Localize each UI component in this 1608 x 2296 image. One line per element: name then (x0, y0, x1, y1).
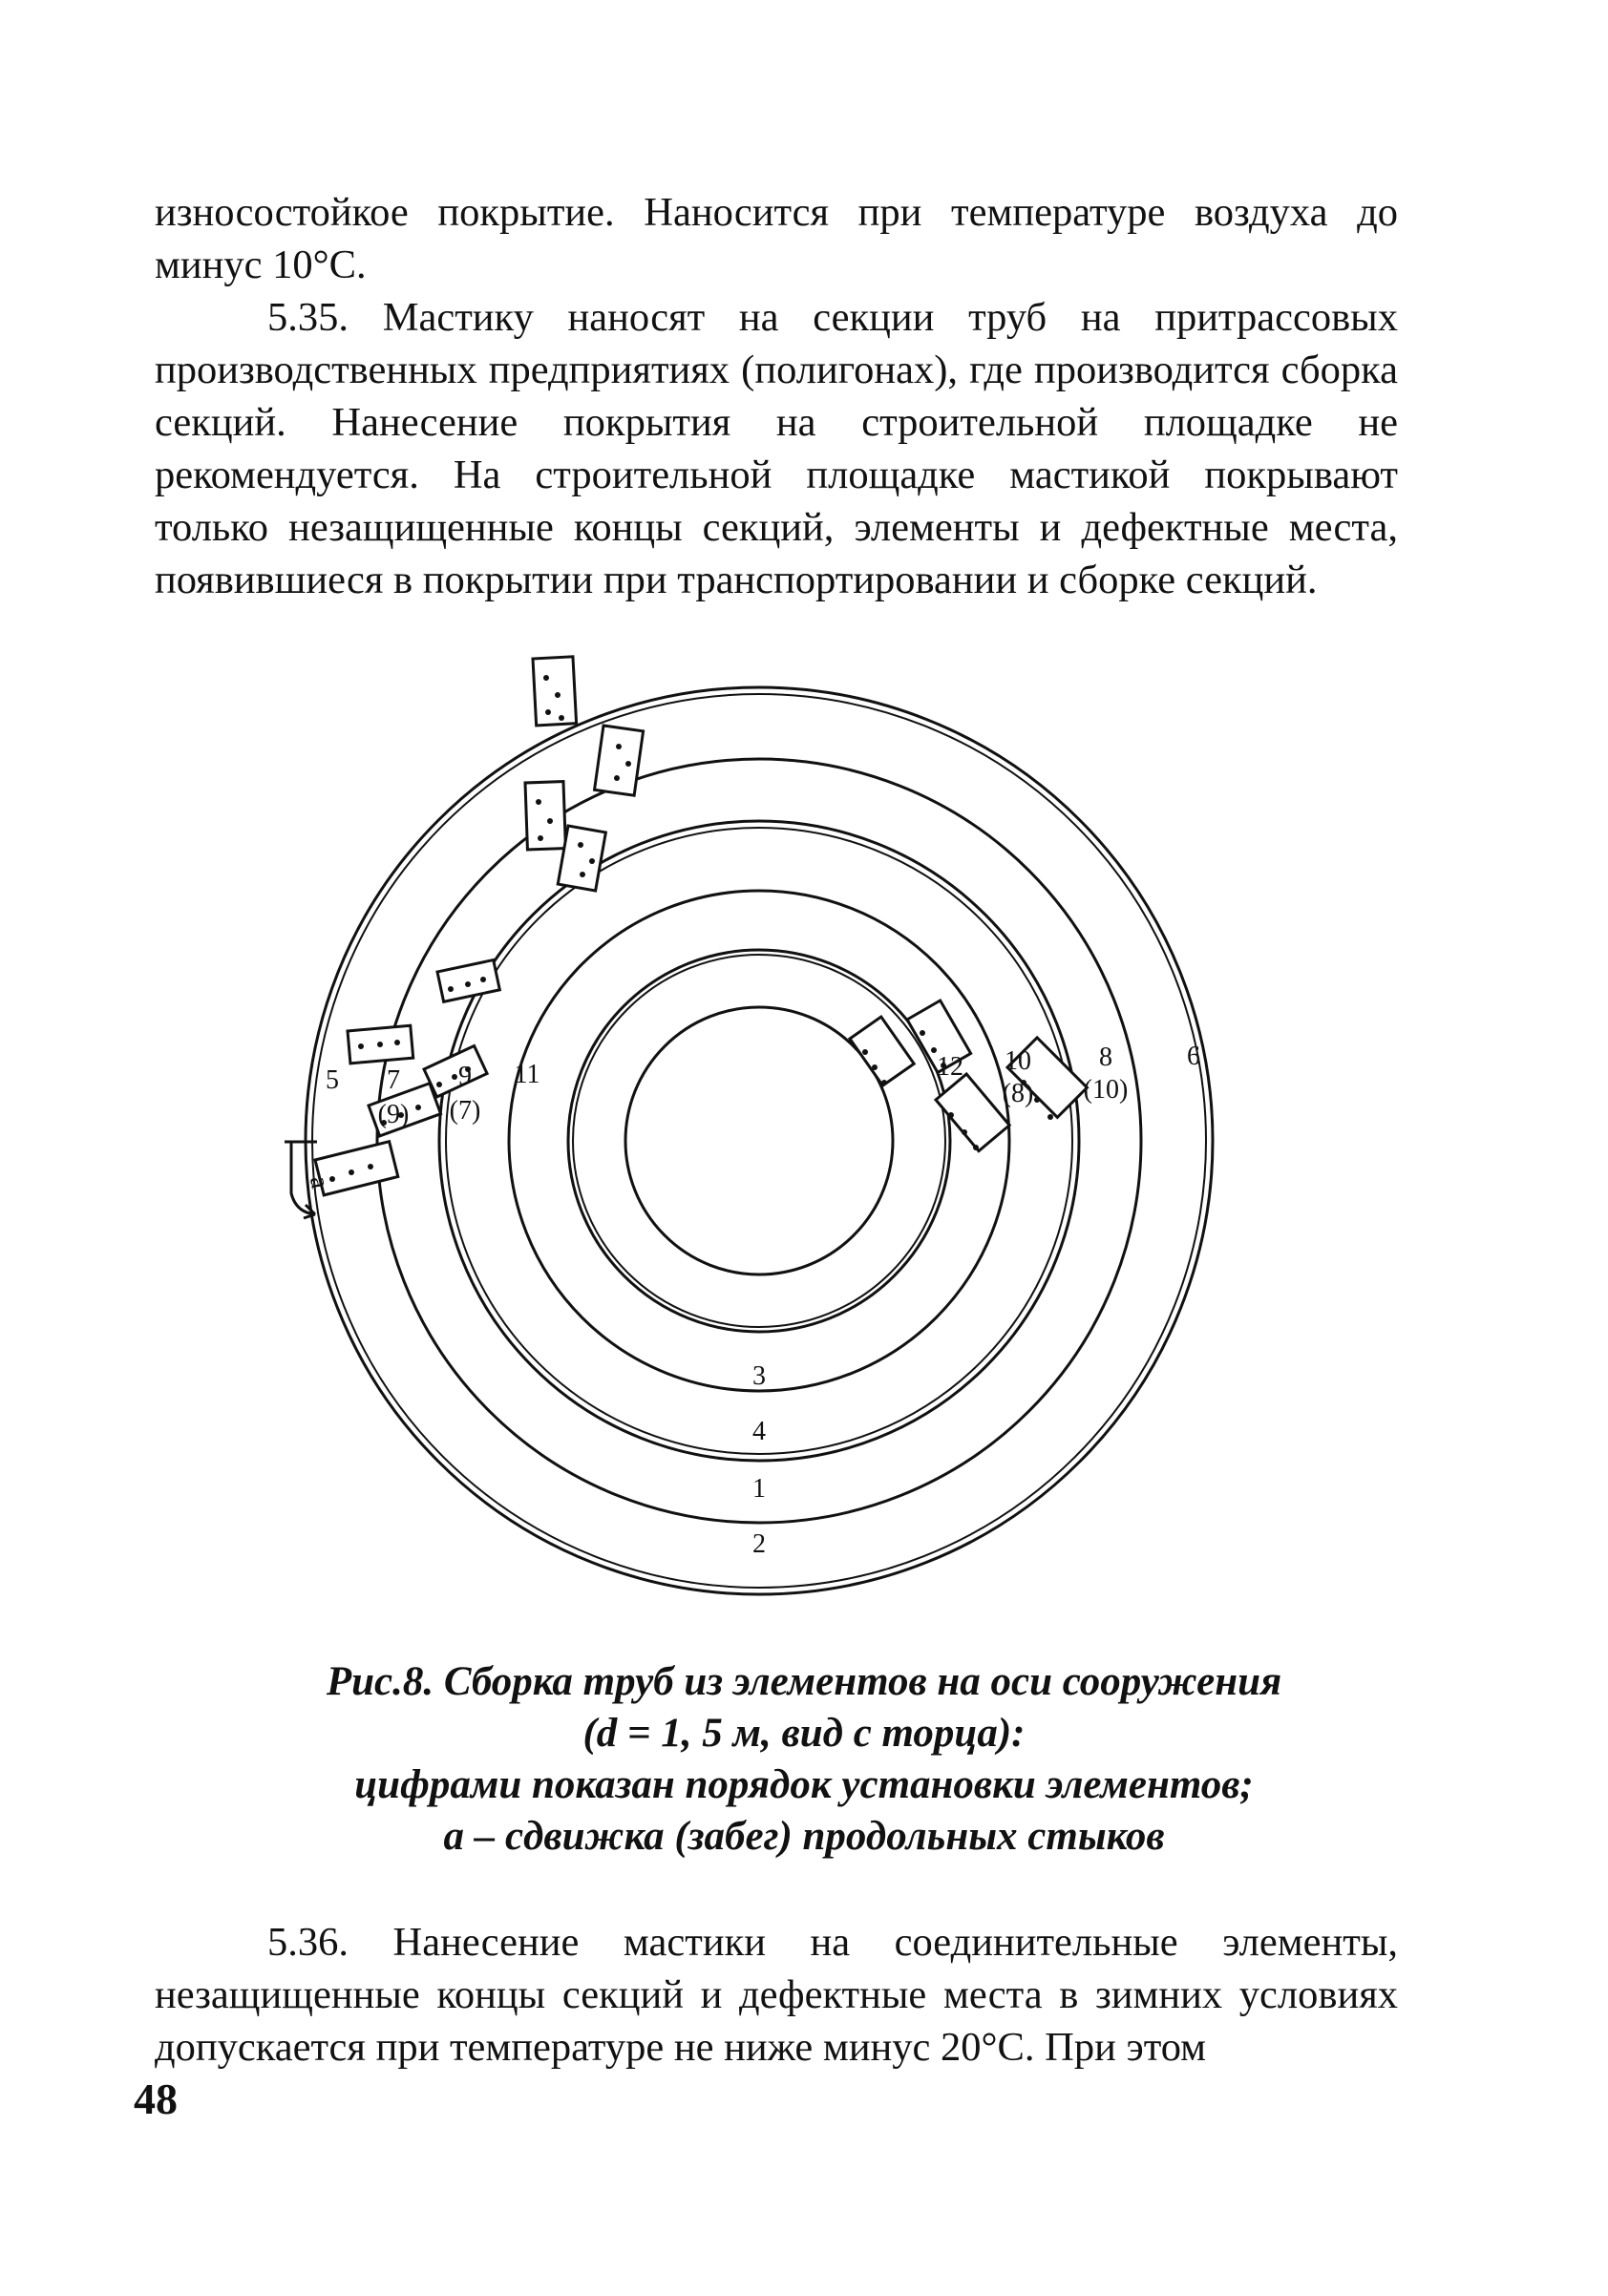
paragraph-5-36 (155, 1916, 1398, 2074)
label-element-7-alt: (9) (377, 1100, 410, 1129)
label-element-9: 9 (458, 1062, 472, 1091)
label-element-1: 1 (752, 1474, 766, 1504)
paragraph-text: 5.35. Мастику наносят на секции труб на притрассовых производственных предприятиях (полигонах), где производится сборка секций. Нанесение покрытия на строительной площадке не рекомендуется. На строительной площадке мастикой покрывают только незащищенные концы секций, элементы и дефектные места, появившиеся в покрытии при транспортировании и сборке секций. (155, 295, 1398, 602)
label-element-10: 10 (1005, 1046, 1031, 1076)
paragraph-continuation (155, 186, 1398, 291)
ring-3-inner-edge (509, 891, 1009, 1391)
ring-4-inner-edge (625, 1007, 893, 1274)
caption-line: (d = 1, 5 м, вид с торца): (582, 1711, 1026, 1756)
pipe-rings-diagram (277, 621, 1280, 1642)
joint-top-third (525, 782, 565, 850)
paragraph-text: износостойкое покрытие. Наносится при температуре воздуха до минус 10°С. (155, 190, 1398, 287)
label-element-8: 8 (1099, 1043, 1112, 1072)
ring-2-inner-edge (377, 759, 1141, 1523)
label-element-6: 6 (1187, 1042, 1200, 1071)
joint-right-3 (936, 1074, 1009, 1151)
label-element-7: 7 (387, 1065, 400, 1095)
caption-line: цифрами показан порядок установки элементов; (354, 1762, 1254, 1807)
label-element-9-alt: (7) (449, 1096, 481, 1126)
label-element-8-alt: (10) (1083, 1075, 1129, 1105)
caption-line: а – сдвижка (забег) продольных стыков (443, 1814, 1165, 1859)
figure-caption (155, 1656, 1453, 1863)
label-element-3: 3 (752, 1361, 766, 1391)
joint-right-1 (850, 1017, 914, 1085)
joint-left-1 (315, 1142, 398, 1195)
outer-ring-edge (306, 687, 1213, 1594)
joint-left-5 (424, 1045, 487, 1097)
caption-line: Рис.8. Сборка труб из элементов на оси сооружения (326, 1659, 1282, 1704)
joint-left-4 (437, 960, 499, 1002)
label-element-5: 5 (326, 1065, 339, 1095)
label-element-2: 2 (752, 1529, 766, 1559)
page-number: 48 (134, 2075, 178, 2123)
pipe-assembly-figure (277, 621, 1280, 1642)
joint-left-3 (348, 1025, 413, 1064)
label-element-10-alt: (8) (1002, 1079, 1034, 1108)
label-offset-a: a (304, 1173, 335, 1191)
joint-top-second (595, 726, 644, 795)
joint-top-inner (558, 826, 605, 891)
paragraph-text: 5.36. Нанесение мастики на соединительные элементы, незащищенные концы секций и дефектные места в зимних условиях допускается при температуре не ниже минус 20°С. При этом (155, 1920, 1398, 2070)
label-element-11: 11 (514, 1060, 540, 1089)
label-element-12: 12 (937, 1052, 963, 1082)
label-element-4: 4 (752, 1417, 766, 1446)
joint-top-outer (533, 657, 577, 726)
ring-4-outer-line (573, 955, 945, 1327)
paragraph-5-35 (155, 291, 1398, 606)
